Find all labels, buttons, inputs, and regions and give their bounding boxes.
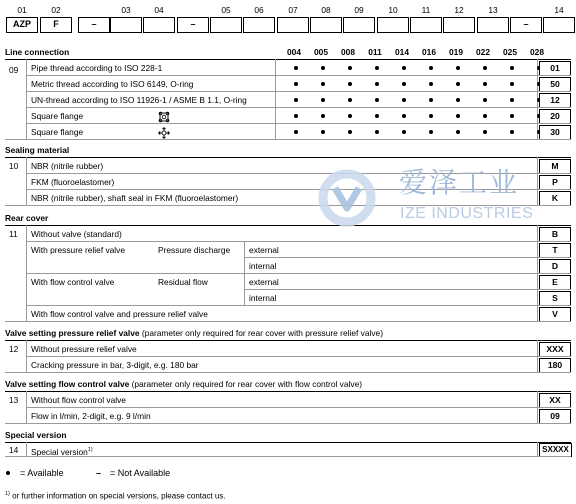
divider	[537, 157, 538, 205]
position-number: 11	[421, 5, 431, 15]
watermark-english: IZE INDUSTRIES	[400, 205, 534, 222]
size-header: 005	[314, 47, 328, 57]
row-number: 12	[9, 344, 19, 354]
code: XXX	[546, 344, 564, 354]
code: P	[552, 177, 558, 187]
valve-setting-label: Flow in l/min, 2-digit, e.g. 9 l/min	[31, 411, 151, 421]
position-number: 07	[288, 5, 298, 15]
rear-cover-label: With flow control valve	[31, 277, 115, 287]
available-dot-icon	[483, 98, 487, 102]
position-value: AZP	[13, 19, 31, 29]
code-box	[539, 77, 571, 92]
footnote-text: or further information on special versions, please contact us.	[9, 491, 226, 501]
position-number: 10	[388, 5, 398, 15]
rule	[5, 59, 571, 60]
divider	[26, 59, 27, 139]
code-box	[539, 159, 571, 174]
position-number: 09	[354, 5, 364, 15]
position-number: 03	[121, 5, 131, 15]
sealing-label: NBR (nitrile rubber), shaft seal in FKM (fluoroelastomer)	[31, 193, 239, 203]
position-box	[143, 17, 175, 33]
code: S	[552, 293, 558, 303]
divider	[5, 372, 571, 373]
line-connection-label: Square flange	[31, 127, 84, 137]
available-dot-icon	[294, 98, 298, 102]
available-dot-icon	[429, 66, 433, 70]
available-dot-icon	[483, 82, 487, 86]
available-dot-icon	[429, 114, 433, 118]
divider	[26, 107, 571, 108]
available-dot-icon	[294, 66, 298, 70]
rear-cover-heading: Rear cover	[5, 213, 49, 223]
available-dot-icon	[510, 130, 514, 134]
available-dot-icon	[402, 114, 406, 118]
divider	[26, 442, 27, 456]
divider	[5, 423, 571, 424]
code-box	[539, 275, 571, 290]
divider	[26, 407, 571, 408]
divider	[26, 75, 571, 76]
available-dot-icon	[6, 471, 10, 475]
available-dot-icon	[429, 130, 433, 134]
code: 09	[550, 411, 560, 421]
available-dot-icon	[375, 130, 379, 134]
code-box	[539, 409, 571, 424]
legend-available: = Available	[20, 468, 64, 478]
available-dot-icon	[483, 114, 487, 118]
position-box	[443, 17, 475, 33]
available-dot-icon	[456, 66, 460, 70]
position-box	[477, 17, 509, 33]
divider	[26, 123, 571, 124]
available-dot-icon	[510, 66, 514, 70]
divider	[5, 321, 571, 322]
option-label: external	[249, 277, 279, 287]
code: SXXXX	[542, 445, 569, 454]
position-number: 14	[554, 5, 564, 15]
code: E	[552, 277, 558, 287]
code-box	[539, 307, 571, 322]
available-dot-icon	[348, 82, 352, 86]
prv-heading-note: (parameter only required for rear cover with pressure relief valve)	[139, 328, 383, 338]
valve-setting-label: Without pressure relief valve	[31, 344, 137, 354]
code-box	[539, 291, 571, 306]
position-value: F	[53, 19, 59, 29]
available-dot-icon	[321, 98, 325, 102]
sealing-label: FKM (fluoroelastomer)	[31, 177, 115, 187]
divider	[244, 257, 571, 258]
available-dot-icon	[402, 98, 406, 102]
watermark-chinese: 爱泽工业	[399, 167, 520, 198]
available-dot-icon	[348, 98, 352, 102]
available-dot-icon	[456, 98, 460, 102]
position-box	[210, 17, 242, 33]
legend-dash: –	[96, 468, 102, 478]
special-heading: Special version	[5, 430, 67, 440]
rear-cover-sub-label: Residual flow	[158, 277, 208, 287]
fcv-heading-title: Valve setting flow control valve	[5, 379, 130, 389]
position-box	[377, 17, 409, 33]
available-dot-icon	[348, 114, 352, 118]
valve-setting-label: Without flow control valve	[31, 395, 126, 405]
available-dot-icon	[348, 130, 352, 134]
divider	[244, 289, 571, 290]
available-dot-icon	[510, 114, 514, 118]
code-box	[539, 443, 572, 457]
line-connection-heading: Line connection	[5, 47, 70, 57]
size-header: 022	[476, 47, 490, 57]
code: M	[551, 161, 559, 171]
position-box	[543, 17, 575, 33]
row-number: 09	[9, 65, 19, 75]
available-dot-icon	[294, 130, 298, 134]
square-flange-cross-icon	[158, 126, 170, 138]
code: 180	[547, 360, 563, 370]
prv-heading	[5, 328, 383, 339]
row-number: 10	[9, 161, 19, 171]
available-dot-icon	[294, 114, 298, 118]
position-number: 12	[454, 5, 464, 15]
available-dot-icon	[321, 130, 325, 134]
rule	[5, 157, 571, 158]
position-box	[277, 17, 309, 33]
option-label: internal	[249, 293, 277, 303]
rule	[5, 340, 571, 341]
divider	[275, 59, 276, 139]
line-connection-label: Square flange	[31, 111, 84, 121]
row-number: 14	[9, 445, 19, 455]
position-box	[343, 17, 375, 33]
fcv-heading	[5, 379, 362, 390]
code: B	[551, 229, 559, 239]
divider	[26, 241, 571, 242]
code: 01	[550, 63, 560, 73]
size-header: 016	[422, 47, 436, 57]
position-number: 08	[321, 5, 331, 15]
line-connection-label: UN-thread according to ISO 11926-1 / ASME B 1.1, O-ring	[31, 95, 247, 105]
code-box	[539, 125, 571, 140]
position-number: 06	[254, 5, 264, 15]
line-connection-label: Metric thread according to ISO 6149, O-ring	[31, 79, 194, 89]
position-box	[410, 17, 442, 33]
code-box	[539, 191, 571, 206]
available-dot-icon	[483, 66, 487, 70]
row-number: 11	[9, 229, 18, 239]
code-box	[539, 109, 571, 124]
available-dot-icon	[402, 66, 406, 70]
position-value: –	[91, 19, 97, 29]
code: K	[551, 193, 559, 203]
option-label: external	[249, 245, 279, 255]
code-box	[539, 358, 571, 373]
available-dot-icon	[483, 130, 487, 134]
size-header: 019	[449, 47, 463, 57]
valve-setting-label: Cracking pressure in bar, 3-digit, e.g. 180 bar	[31, 360, 199, 370]
code-box	[539, 259, 571, 274]
rear-cover-label: With pressure relief valve	[31, 245, 126, 255]
rear-cover-label: With flow control valve and pressure relief valve	[31, 309, 208, 319]
code-box	[539, 342, 571, 357]
code: V	[552, 309, 558, 319]
position-value: –	[190, 19, 196, 29]
square-flange-4-bolt-icon	[158, 110, 170, 122]
size-header: 014	[395, 47, 409, 57]
divider	[26, 305, 571, 306]
available-dot-icon	[510, 82, 514, 86]
available-dot-icon	[456, 82, 460, 86]
divider	[26, 356, 571, 357]
code: 50	[550, 79, 560, 89]
option-label: internal	[249, 261, 277, 271]
divider	[5, 139, 571, 140]
available-dot-icon	[375, 114, 379, 118]
position-number: 05	[221, 5, 231, 15]
position-box	[110, 17, 142, 33]
sealing-label: NBR (nitrile rubber)	[31, 161, 104, 171]
code-box	[539, 61, 571, 76]
row-number: 13	[9, 395, 19, 405]
available-dot-icon	[348, 66, 352, 70]
divider	[26, 157, 27, 205]
rule	[5, 442, 571, 443]
available-dot-icon	[510, 98, 514, 102]
code: XX	[549, 395, 561, 405]
code-box	[539, 243, 571, 258]
divider	[26, 273, 571, 274]
size-header: 028	[530, 47, 544, 57]
divider	[537, 442, 538, 456]
size-header: 004	[287, 47, 301, 57]
available-dot-icon	[456, 114, 460, 118]
line-connection-label: Pipe thread according to ISO 228-1	[31, 63, 163, 73]
prv-heading-title: Valve setting pressure relief valve	[5, 328, 140, 338]
code: T	[552, 245, 558, 255]
ize-logo-watermark-icon	[317, 168, 377, 228]
special-label-text: Special version	[31, 446, 88, 457]
available-dot-icon	[321, 82, 325, 86]
rear-cover-sub-label: Pressure discharge	[158, 245, 231, 255]
code-box	[539, 227, 571, 242]
available-dot-icon	[375, 66, 379, 70]
position-value: –	[523, 19, 529, 29]
divider	[26, 91, 571, 92]
legend-not-available: = Not Available	[110, 468, 171, 478]
position-number: 04	[154, 5, 164, 15]
available-dot-icon	[375, 98, 379, 102]
available-dot-icon	[375, 82, 379, 86]
position-number: 01	[17, 5, 27, 15]
divider	[5, 456, 571, 457]
position-box	[243, 17, 275, 33]
rear-cover-label: Without valve (standard)	[31, 229, 122, 239]
code: 12	[550, 95, 560, 105]
code-box	[539, 393, 571, 408]
footnote-mark: 1)	[87, 447, 93, 453]
sealing-heading: Sealing material	[5, 145, 70, 155]
available-dot-icon	[429, 82, 433, 86]
position-box	[310, 17, 342, 33]
rule	[5, 225, 571, 226]
code: 20	[550, 111, 560, 121]
fcv-heading-note: (parameter only required for rear cover with flow control valve)	[129, 379, 363, 389]
code-box	[539, 93, 571, 108]
size-header: 025	[503, 47, 517, 57]
code: 30	[550, 127, 560, 137]
rule	[5, 391, 571, 392]
available-dot-icon	[321, 66, 325, 70]
available-dot-icon	[402, 82, 406, 86]
available-dot-icon	[294, 82, 298, 86]
footnote	[5, 489, 226, 502]
position-number: 13	[488, 5, 498, 15]
position-number: 02	[51, 5, 61, 15]
available-dot-icon	[402, 130, 406, 134]
size-header: 008	[341, 47, 355, 57]
code-box	[539, 175, 571, 190]
available-dot-icon	[456, 130, 460, 134]
available-dot-icon	[321, 114, 325, 118]
footnote-mark: 1)	[5, 491, 10, 497]
size-header: 011	[368, 47, 382, 57]
code: D	[551, 261, 559, 271]
available-dot-icon	[429, 98, 433, 102]
